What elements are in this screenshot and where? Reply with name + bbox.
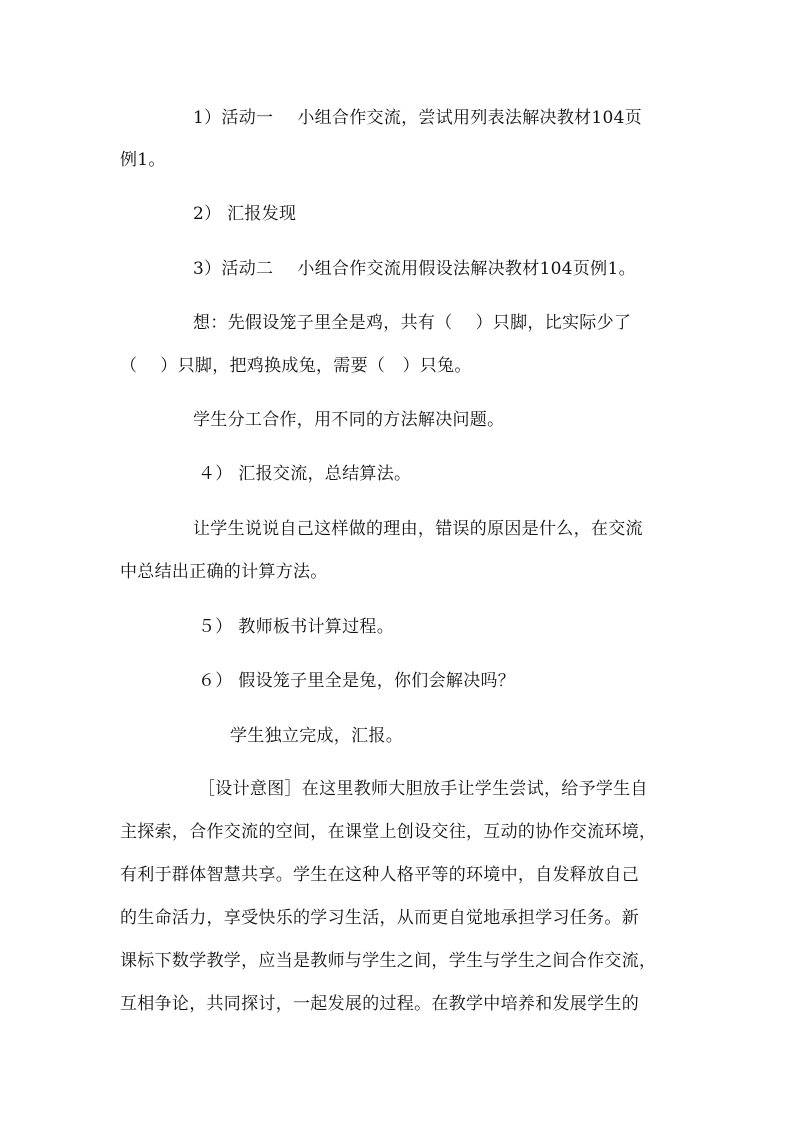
rabbit-question-text: ６） 假设笼子里全是兔，你们会解决吗？ <box>198 671 516 691</box>
activity-2-description: 小组合作交流用假设法解决教材104页例1。 <box>297 259 636 279</box>
text-line-independent <box>230 726 403 746</box>
activity-1-description: 小组合作交流，尝试用列表法解决教材104页 <box>297 108 643 128</box>
text-line-report-findings <box>193 204 296 224</box>
activity-2-label: 3）活动二 <box>193 259 274 279</box>
text-line-think-2 <box>120 356 472 376</box>
think-text-2: （ ）只脚，把鸡换成兔，需要（ ）只兔。 <box>120 356 472 376</box>
text-line-design-intent-1 <box>198 779 648 799</box>
design-intent-text-4: 的生命活力，享受快乐的学习生活，从而更自觉地承担学习任务。新 <box>120 908 639 928</box>
text-line-reason-1 <box>193 519 643 539</box>
design-intent-text-2: 主探索，合作交流的空间，在课堂上创设交往，互动的协作交流环境， <box>120 822 657 842</box>
text-line-activity-1 <box>193 108 642 128</box>
reason-text-2: 中总结出正确的计算方法。 <box>120 562 328 582</box>
text-line-think-1 <box>193 313 631 333</box>
text-line-design-intent-4 <box>120 908 639 928</box>
think-text-1: 想：先假设笼子里全是鸡，共有（ ）只脚，比实际少了 <box>193 313 632 333</box>
text-line-reason-2 <box>120 562 328 582</box>
independent-text: 学生独立完成，汇报。 <box>230 726 403 746</box>
text-line-example-1 <box>120 150 166 170</box>
text-line-design-intent-2 <box>120 822 656 842</box>
reason-text-1: 让学生说说自己这样做的理由，错误的原因是什么，在交流 <box>193 519 643 539</box>
text-line-design-intent-6 <box>120 994 639 1014</box>
example-1-text: 例1。 <box>120 150 166 170</box>
board-writing-text: ５） 教师板书计算过程。 <box>198 617 395 637</box>
report-findings-text: 2） 汇报发现 <box>193 204 297 224</box>
group-work-text: 学生分工合作，用不同的方法解决问题。 <box>193 410 505 430</box>
activity-1-label: 1）活动一 <box>193 108 274 128</box>
text-line-design-intent-5 <box>120 951 656 971</box>
text-line-summary <box>198 464 411 484</box>
text-line-group-work <box>193 410 504 430</box>
design-intent-text-1: ［设计意图］在这里教师大胆放手让学生尝试，给予学生自 <box>198 779 648 799</box>
text-line-activity-2 <box>193 259 636 279</box>
summary-text: ４） 汇报交流，总结算法。 <box>198 464 412 484</box>
design-intent-text-3: 有利于群体智慧共享。学生在这种人格平等的环境中，自发释放自己 <box>120 865 639 885</box>
design-intent-text-6: 互相争论，共同探讨，一起发展的过程。在教学中培养和发展学生的 <box>120 994 639 1014</box>
text-line-board-writing <box>198 617 394 637</box>
text-line-rabbit-question <box>198 671 515 691</box>
text-line-design-intent-3 <box>120 865 639 885</box>
design-intent-text-5: 课标下数学教学，应当是教师与学生之间，学生与学生之间合作交流， <box>120 951 657 971</box>
